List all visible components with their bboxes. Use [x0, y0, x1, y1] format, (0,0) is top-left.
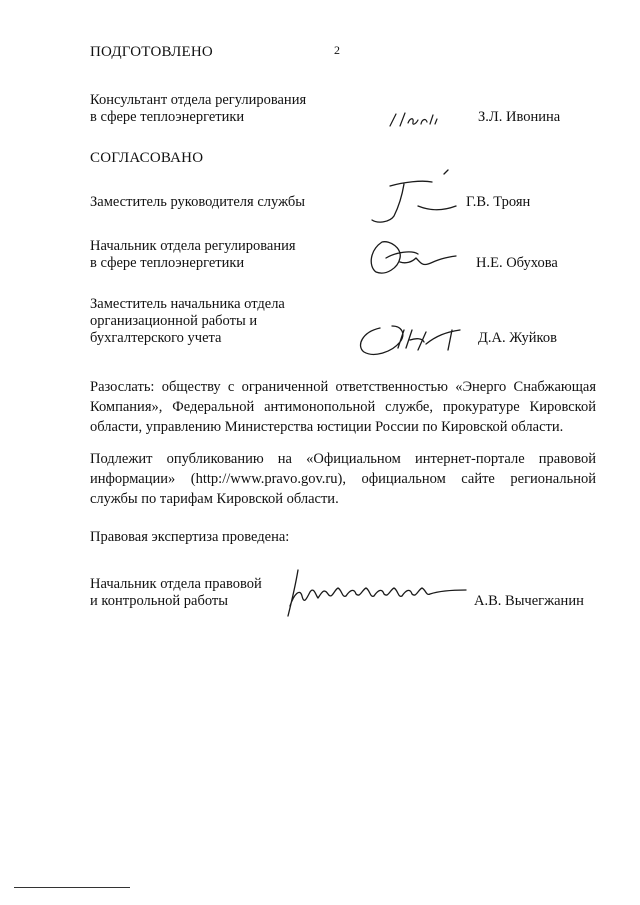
- distribution-line-2: Компания», Федеральной антимонопольной службе, прокуратуре Кировской: [90, 399, 596, 415]
- legal-review-role-line-2: и контрольной работы: [90, 593, 228, 609]
- signer-2-role-line-1: Начальник отдела регулирования: [90, 238, 296, 254]
- signer-3-role-line-1: Заместитель начальника отдела: [90, 296, 285, 312]
- distribution-line-3: области, управлению Министерства юстиции России по Кировской области.: [90, 419, 564, 435]
- signer-1-name: Г.В. Троян: [466, 194, 531, 210]
- prepared-role-line-2: в сфере теплоэнергетики: [90, 109, 245, 125]
- legal-review-statement: Правовая экспертиза проведена:: [90, 529, 290, 545]
- publication-line-3: службы по тарифам Кировской области.: [90, 491, 339, 507]
- signer-3-signature: [352, 316, 476, 362]
- signer-1-role-line-1: Заместитель руководителя службы: [90, 194, 306, 210]
- publication-line-1: Подлежит опубликованию на «Официальном интернет-портале правовой: [90, 451, 596, 467]
- agreed-heading: СОГЛАСОВАНО: [90, 150, 204, 166]
- signer-3-role-line-3: бухгалтерского учета: [90, 330, 222, 346]
- publication-line-2: информации» (http://www.pravo.gov.ru), официальном сайте региональной: [90, 471, 596, 487]
- prepared-signer-name: З.Л. Ивонина: [478, 109, 561, 125]
- prepared-heading: ПОДГОТОВЛЕНО: [90, 44, 213, 60]
- signer-2-role-line-2: в сфере теплоэнергетики: [90, 255, 245, 271]
- prepared-role-line-1: Консультант отдела регулирования: [90, 92, 307, 108]
- distribution-line-1: Разослать: обществу с ограниченной ответственностью «Энерго Снабжающая: [90, 379, 596, 395]
- signer-2-name: Н.Е. Обухова: [476, 255, 558, 271]
- signer-3-name: Д.А. Жуйков: [478, 330, 557, 346]
- signer-2-signature: [360, 228, 470, 280]
- legal-review-signature: [284, 566, 470, 622]
- publication-paragraph: [90, 449, 596, 509]
- legal-review-role-line-1: Начальник отдела правовой: [90, 576, 262, 592]
- prepared-signature: [372, 104, 452, 134]
- legal-review-signer-name: А.В. Вычегжанин: [474, 593, 584, 609]
- footer-rule: [14, 887, 130, 888]
- signer-3-role-line-2: организационной работы и: [90, 313, 258, 329]
- signer-1-signature: [360, 166, 470, 228]
- distribution-paragraph: [90, 377, 596, 437]
- page-number: 2: [334, 43, 340, 57]
